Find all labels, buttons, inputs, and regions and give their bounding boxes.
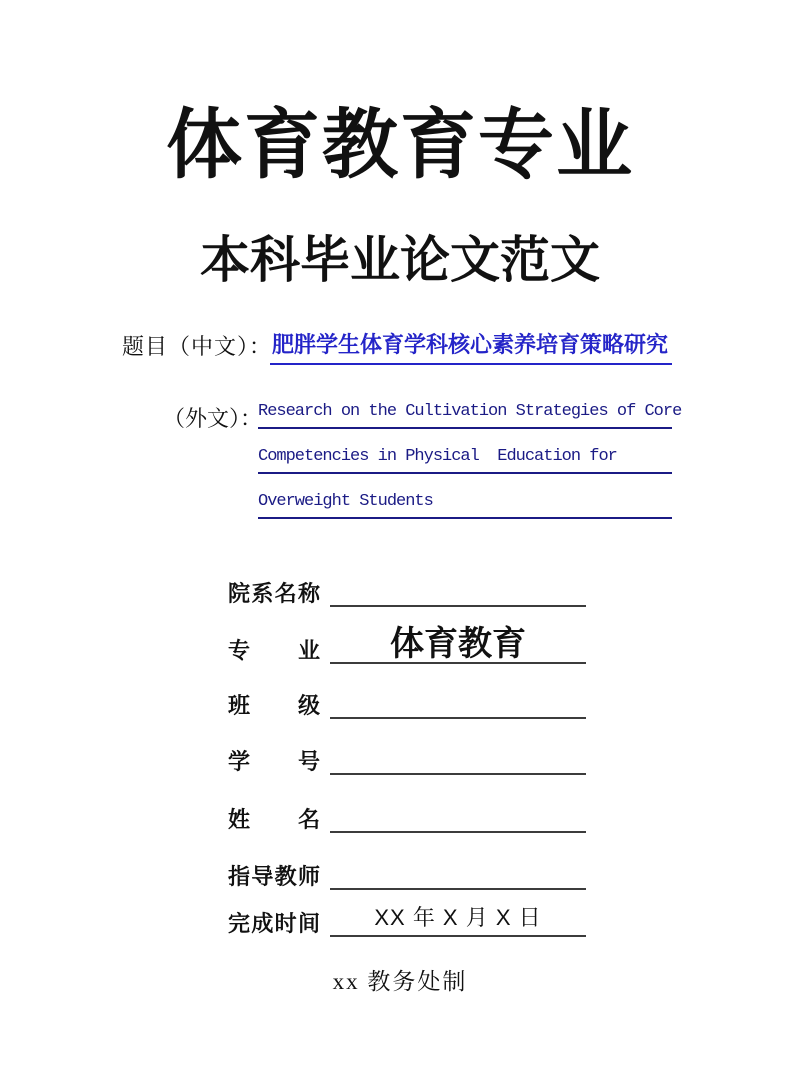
major-value: 体育教育 — [390, 625, 526, 663]
page-subtitle: 本科毕业论文范文 — [200, 232, 600, 288]
issuer-note: xx 教务处制 — [332, 969, 468, 994]
department-label: 院系名称 — [228, 581, 320, 606]
completion-date-label: 完成时间 — [228, 911, 320, 936]
form-row-major — [228, 625, 586, 664]
topic-en-title — [258, 400, 682, 535]
major-blank-line — [330, 625, 586, 664]
topic-en-label: （外文）： — [163, 406, 263, 431]
topic-en-line-2[interactable]: Competencies in Physical Education for — [258, 445, 672, 474]
topic-cn-label: 题目（中文）： — [122, 334, 273, 359]
form-row-name — [228, 807, 586, 833]
form-row-department — [228, 581, 586, 607]
form-row-advisor — [228, 864, 586, 890]
student-id-blank-line — [330, 747, 586, 775]
topic-en-line-1[interactable]: Research on the Cultivation Strategies of Core — [258, 400, 672, 429]
name-blank-line — [330, 805, 586, 833]
major-label: 专业 — [228, 638, 320, 663]
name-label: 姓名 — [228, 807, 320, 832]
completion-date-blank-line — [330, 905, 586, 937]
form-row-student-id — [228, 749, 586, 775]
advisor-blank-line — [330, 862, 586, 890]
student-id-label: 学号 — [228, 749, 320, 774]
topic-en-line-3[interactable]: Overweight Students — [258, 490, 672, 519]
advisor-label: 指导教师 — [228, 864, 320, 889]
department-blank-line — [330, 579, 586, 607]
class-label: 班级 — [228, 693, 320, 718]
completion-date-value: XX 年 X 月 X 日 — [374, 905, 542, 930]
page-title: 体育教育专业 — [166, 104, 634, 188]
form-row-completion-date — [228, 905, 586, 937]
form-row-class — [228, 693, 586, 719]
class-blank-line — [330, 691, 586, 719]
topic-cn-title-link[interactable]: 肥胖学生体育学科核心素养培育策略研究 — [270, 328, 672, 365]
